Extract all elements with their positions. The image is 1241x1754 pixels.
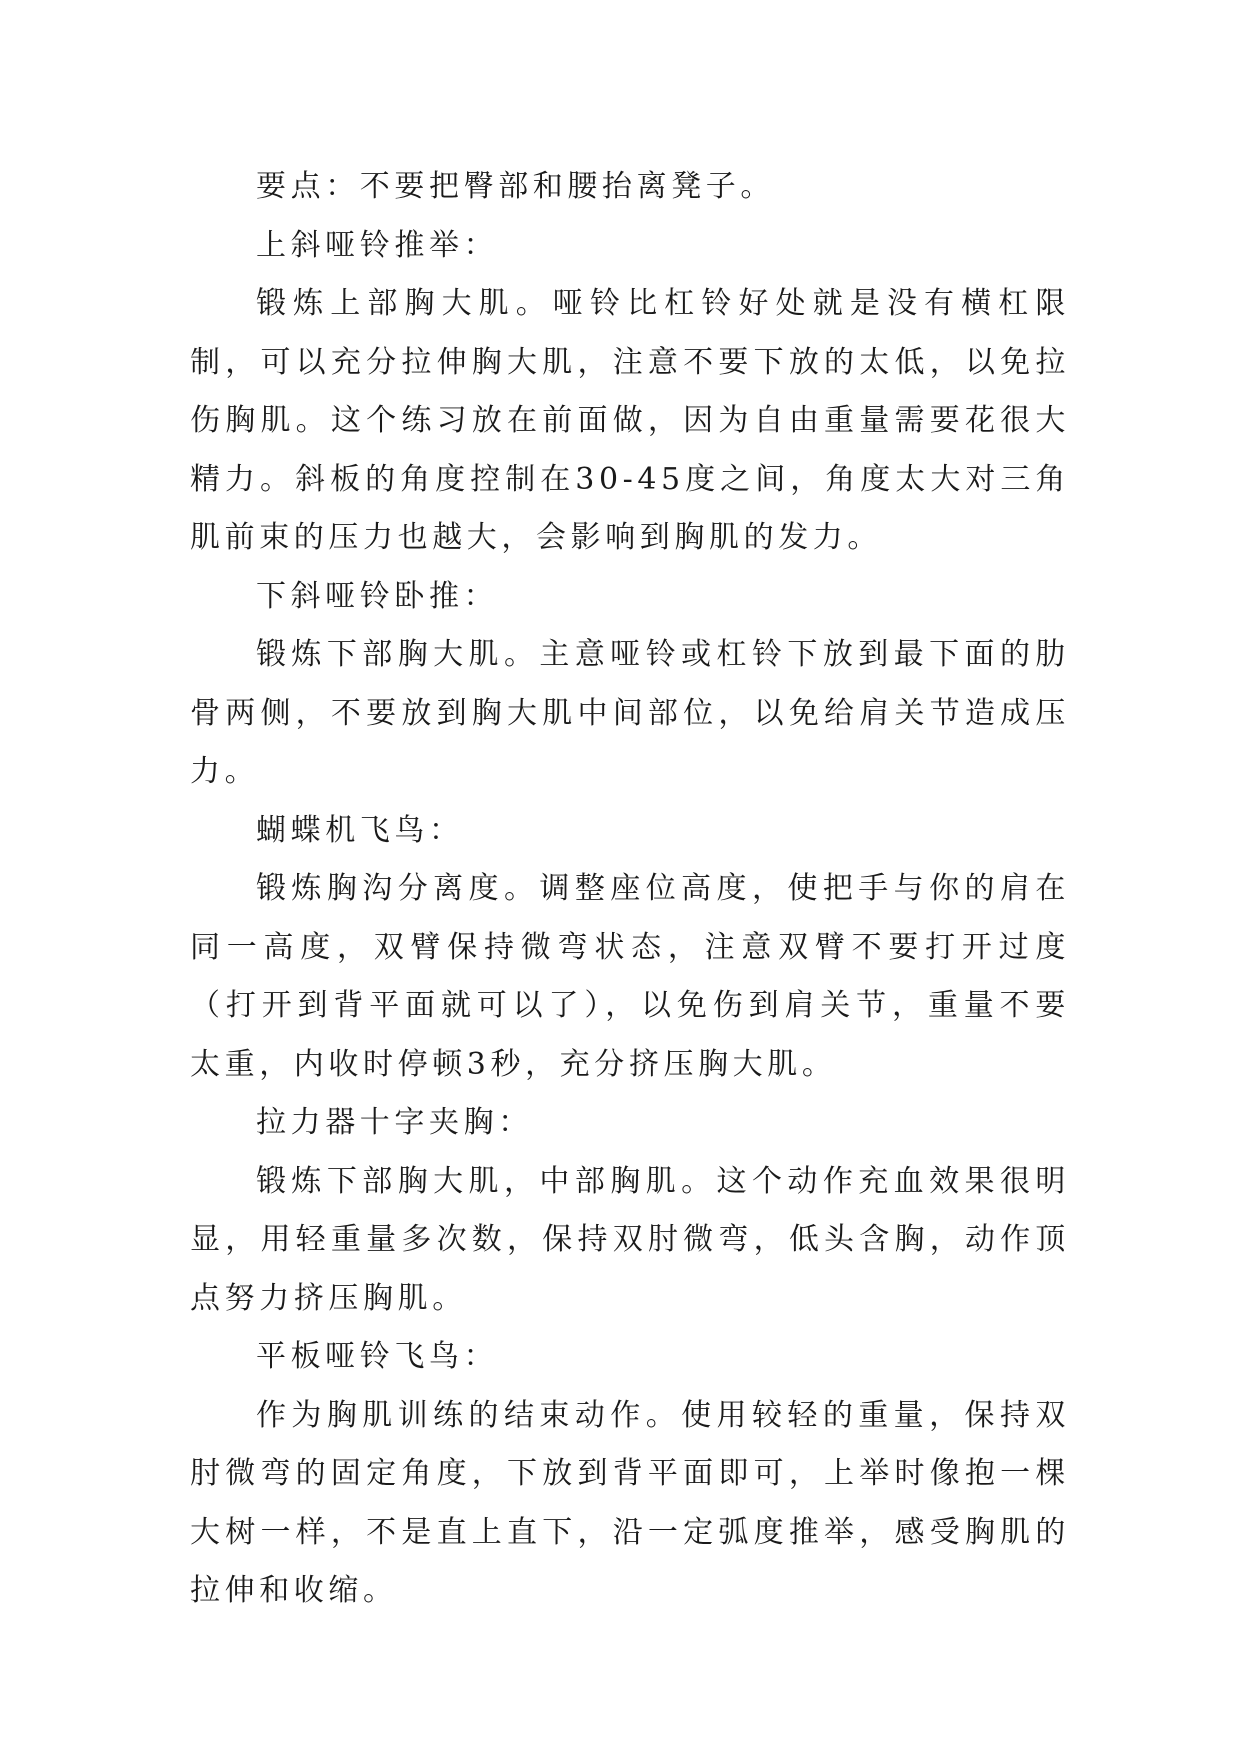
- section-heading-cable-crossover: 拉力器十字夹胸：: [256, 1105, 533, 1140]
- section-heading-decline-dumbbell-press: 下斜哑铃卧推：: [256, 578, 499, 614]
- section-body-pec-deck-fly: 锻炼胸沟分离度。调整座位高度，使把手与你的肩在同一高度，双臂保持微弯状态，注意双臂不要打开过度（打开到背平面就可以了），以免伤到肩关节，重量不要太重，内收时停顿3秒，充分挤压胸大肌。: [190, 871, 1070, 1082]
- section-heading-incline-dumbbell-press: 上斜哑铃推举：: [256, 227, 499, 263]
- section-heading-flat-dumbbell-fly: 平板哑铃飞鸟：: [256, 1339, 499, 1374]
- section-body-incline-dumbbell-press: 锻炼上部胸大肌。哑铃比杠铃好处就是没有横杠限制，可以充分拉伸胸大肌，注意不要下放的太低，以免拉伤胸肌。这个练习放在前面做，因为自由重量需要花很大精力。斜板的角度控制在30-45度之间，角度太大对三角肌前束的压力也越大，会影响到胸肌的发力。: [190, 286, 1070, 555]
- document-body: [190, 158, 1070, 1621]
- key-point-paragraph: 要点：不要把臀部和腰抬离凳子。: [256, 169, 775, 204]
- section-body-flat-dumbbell-fly: 作为胸肌训练的结束动作。使用较轻的重量，保持双肘微弯的固定角度，下放到背平面即可，上举时像抱一棵大树一样，不是直上直下，沿一定弧度推举，感受胸肌的拉伸和收缩。: [190, 1397, 1070, 1608]
- section-body-decline-dumbbell-press: 锻炼下部胸大肌。主意哑铃或杠铃下放到最下面的肋骨两侧，不要放到胸大肌中间部位，以免给肩关节造成压力。: [190, 637, 1070, 789]
- section-heading-pec-deck-fly: 蝴蝶机飞鸟：: [256, 812, 464, 848]
- section-body-cable-crossover: 锻炼下部胸大肌，中部胸肌。这个动作充血效果很明显，用轻重量多次数，保持双肘微弯，低头含胸，动作顶点努力挤压胸肌。: [190, 1163, 1070, 1316]
